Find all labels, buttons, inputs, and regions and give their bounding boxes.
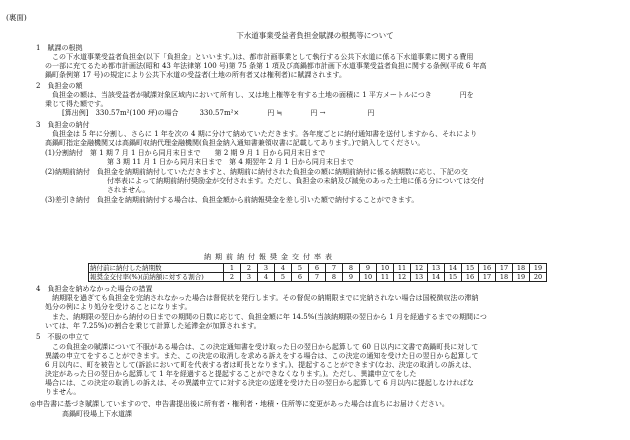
document-title: 下水道事業受益者負担金賦課の根拠等について (236, 31, 394, 40)
table-cell: 5 (275, 273, 292, 282)
table-cell: 3 (258, 264, 275, 273)
table-row (89, 264, 547, 273)
table-cell: 15 (462, 264, 479, 273)
paragraph-line: 高鍋町指定金融機関又は高鍋町収納代理金融機関(負担金納入通知書兼領収書に記載してあります。)で納入してください。 (45, 139, 425, 147)
table-cell: 9 (343, 273, 360, 282)
table-caption: 納期前納付報奨金交付率表 (204, 253, 336, 261)
table-cell: 3 (241, 273, 258, 282)
table-cell: 2 (241, 264, 258, 273)
paragraph-line: 決定があった日の翌日から起算して 1 年を経過すると提起することができなくなります。)。ただし、異議申立てをした (45, 370, 417, 378)
table-cell: 16 (479, 264, 496, 273)
table-cell: 1 (224, 264, 241, 273)
paragraph-line: (2)納期前納付 負担金を納期前納付していただきますと、納期前に納付された負担金の額に納期前納付に係る納期数に応じ、下記の交 (45, 168, 468, 176)
table-cell: 15 (445, 273, 462, 282)
table-cell: 13 (428, 264, 445, 273)
paragraph-line: 乗じて得た額です。 (45, 100, 108, 108)
paragraph-line: また、納期限の翌日から納付の日までの期間の日数に応じて、負担金額に年 14.5%(当該納期限の翌日から 1 月を経過するまでの期間につ (52, 313, 487, 321)
table-cell: 2 (224, 273, 241, 282)
table-cell: 4 (275, 264, 292, 273)
paragraph-line: 場合には、この決定の取消しの訴えは、その異議申立てに対する決定の送達を受けた日の翌日から起算して 6 月以内に提起しなければな (45, 379, 474, 387)
paragraph-line: 処分の例により処分を受けることになります。 (45, 303, 192, 311)
table-cell: 8 (343, 264, 360, 273)
table-cell: 11 (394, 264, 411, 273)
table-cell: 6 (292, 273, 309, 282)
paragraph-line: の一部に充てるため都市計画法(昭和 43 年法律第 100 号)第 75 条第 1 項及び高鍋都市計画下水道事業受益者負担に関する条例(平成 6 年高 (45, 62, 487, 70)
table-cell: 4 (258, 273, 275, 282)
table-row-label: 納付前に納付した納期数 (89, 264, 224, 273)
section-heading: 2 負担金の額 (36, 82, 83, 90)
paragraph-line: この負担金の賦課について不服がある場合は、この決定通知書を受け取った日の翌日から起算して 60 日以内に文書で高鍋町長に対して (52, 343, 479, 351)
paragraph-line: (3)差引き納付 負担金を納期前納付する場合は、負担金額から前納報奨金を差し引いた額で納付することができます。 (45, 196, 419, 204)
table-cell: 17 (479, 273, 496, 282)
table-cell: 5 (292, 264, 309, 273)
paragraph-line: 納期限を過ぎても負担金を完納されなかった場合は督促状を発行します。その督促の納期限までに完納されない場合は国税徴収法の滞納 (52, 294, 479, 302)
calculation-example: [算出例] 330.57m²(100 坪)の場合 330.57m²× 円 ≒ 円 → 円 (62, 109, 375, 117)
reverse-side-label: (裏面) (6, 13, 27, 22)
table-cell: 13 (411, 273, 428, 282)
section-heading: 3 負担金の納付 (36, 121, 90, 129)
table-cell: 19 (513, 273, 530, 282)
paragraph-line: (1)分割納付 第 1 期 7 月 1 日から同月末日まで 第 2 期 9 月 1 日から同月末日まで (45, 149, 326, 157)
table-cell: 11 (377, 273, 394, 282)
section-heading: 4 負担金を納めなかった場合の措置 (36, 285, 153, 293)
notice-line: ◎申告書に基づき賦課していますので、申告書提出後に所有者・権利者・地積・住所等に変更があった場合は直ちにお届けください。 (30, 400, 449, 408)
paragraph-line: 負担金は 5 年に分割し、さらに 1 年を次の 4 期に分けて納めていただきます。各年度ごとに納付通知書を送付しますから、それにより (52, 130, 478, 138)
table-cell: 16 (462, 273, 479, 282)
table-row (89, 273, 547, 282)
table-cell: 10 (377, 264, 394, 273)
table-cell: 12 (394, 273, 411, 282)
reward-rate-table (88, 263, 547, 282)
table-cell: 18 (496, 273, 513, 282)
table-cell: 14 (428, 273, 445, 282)
table-cell: 9 (360, 264, 377, 273)
table-cell: 14 (445, 264, 462, 273)
table-cell: 18 (513, 264, 530, 273)
paragraph-line: 6 月以内に、町を被告として(訴訟において町を代表する者は町長となります。)、提起することができます(なお、決定の取消しの訴えは、 (45, 361, 476, 369)
table-cell: 7 (326, 264, 343, 273)
table-row-label: 報奨金交付率(%)(前納額に対する割合) (89, 273, 224, 282)
table-cell: 7 (309, 273, 326, 282)
table-cell: 20 (530, 273, 547, 282)
section-heading: 5 不服の申立て (36, 333, 90, 341)
paragraph-line: りません。 (45, 388, 81, 396)
table-cell: 8 (326, 273, 343, 282)
department-name: 高鍋町役場上下水道課 (62, 410, 132, 418)
section-heading: 1 賦課の根拠 (36, 44, 83, 52)
paragraph-line: 付率表によって納期前納付奨励金が交付されます。ただし、負担金の未納及び減免のあった土地に係る分については交付 (107, 177, 485, 185)
table-cell: 6 (309, 264, 326, 273)
table-cell: 19 (530, 264, 547, 273)
paragraph-line: この下水道事業受益者負担金(以下「負担金」といいます。)は、都市計画事業として執行する公共下水道に係る下水道事業に関する費用 (52, 53, 474, 61)
table-cell: 10 (360, 273, 377, 282)
table-cell: 17 (496, 264, 513, 273)
paragraph-line: 第 3 期 11 月 1 日から同月末日まで 第 4 期翌年 2 月 1 日から同月末日まで (107, 158, 354, 166)
table-cell: 12 (411, 264, 428, 273)
paragraph-line: されません。 (107, 186, 150, 194)
paragraph-line: 異議の申立てをすることができます。また、この決定の取消しを求める訴えをする場合は、この決定の通知を受けた日の翌日から起算して (45, 352, 479, 360)
paragraph-line: 負担金の額は、当該受益者が賦課対象区域内において所有し、又は地上権等を有する土地の面積に 1 平方メートルにつき 円を (52, 91, 474, 99)
paragraph-line: いては、年 7.25%)の割合を乗じて計算した延滞金が加算されます。 (45, 322, 261, 330)
paragraph-line: 鍋町条例第 17 号)の規定により公共下水道の受益者(土地の所有者又は権利者)に賦課されます。 (45, 71, 346, 79)
